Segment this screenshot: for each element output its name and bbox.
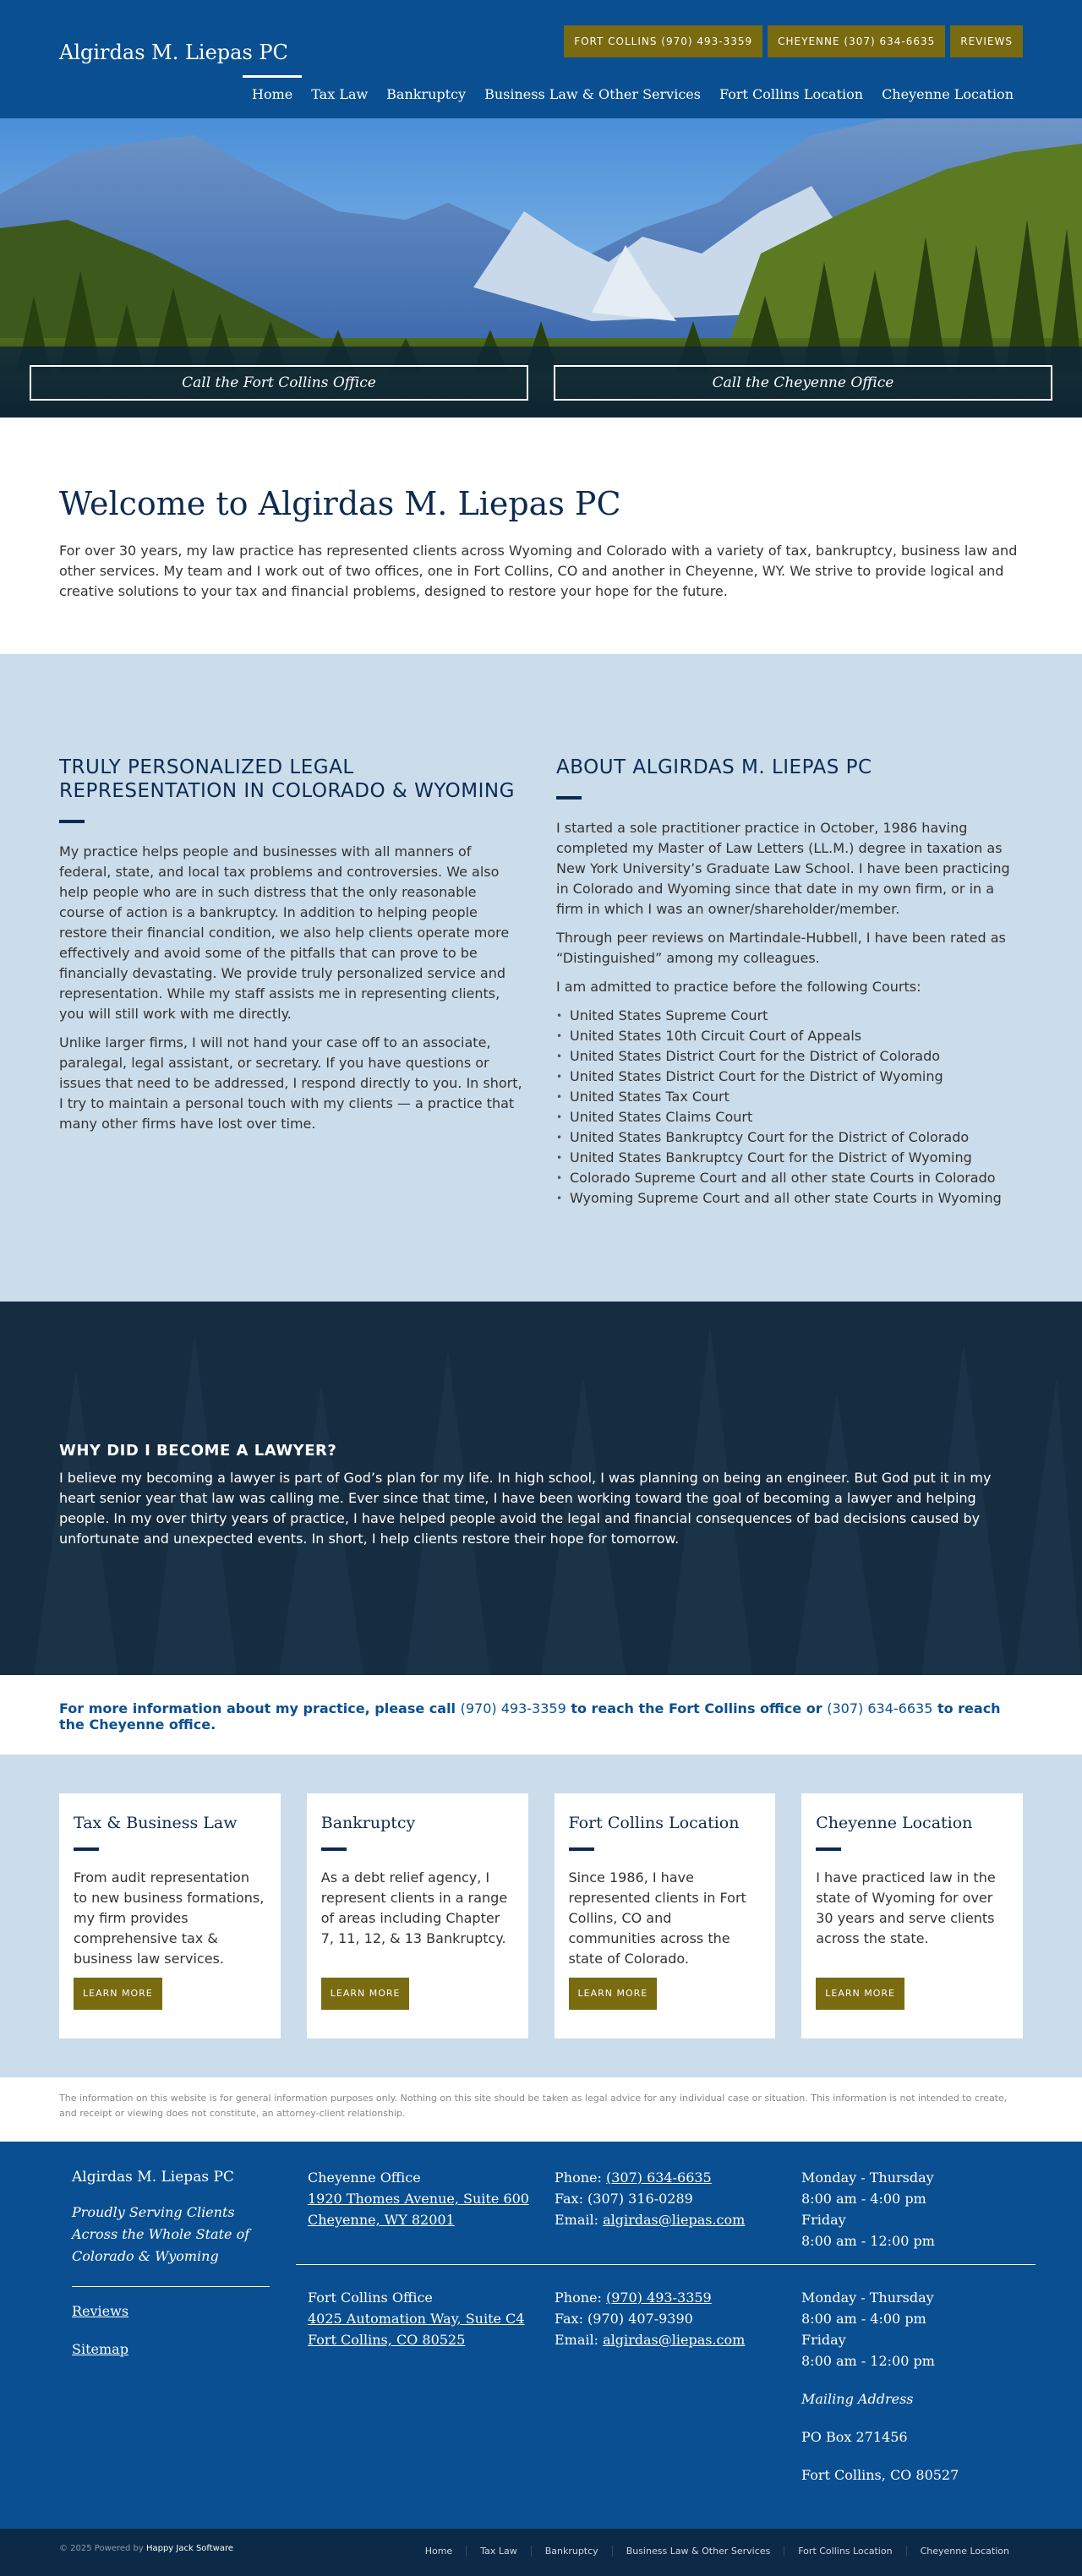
cta-text: For more information about my practice, please call [59,1700,461,1716]
hours-line: Friday [801,2332,846,2348]
representation-title: TRULY PERSONALIZED LEGAL REPRESENTATION IN COLORADO & WYOMING [59,756,515,802]
about-title: ABOUT ALGIRDAS M. LIEPAS PC [556,756,872,778]
footer-brand [72,2167,270,2377]
card-text: I have practiced law in the state of Wyoming for over 30 years and serve clients across the state. [816,1869,996,1946]
fort-collins-hours [801,2287,1038,2486]
office-name: Cheyenne Office [308,2169,421,2186]
top-links [564,25,1023,57]
nav-home[interactable]: Home [243,76,302,112]
list-item: • Wyoming Supreme Court and all other state Courts in Wyoming [556,1188,1023,1209]
title-divider [569,1847,594,1851]
about-text-1: I started a sole practitioner practice in October, 1986 having completed my Master of Law Letters (LL.M.) degree in taxation as New York University’s Graduate Law School. I have been practicing in Colorado and Wyoming since that date in my own firm, or in a firm in which I was an owner/shareholder/member. [556,820,1010,917]
footer-sitemap-link[interactable]: Sitemap [72,2341,128,2357]
phone-line [555,2167,791,2188]
phone-link[interactable]: (970) 493-3359 [605,2289,712,2306]
bottom-nav-fort-collins[interactable]: Fort Collins Location [784,2546,905,2557]
title-divider [59,820,85,823]
welcome-title: Welcome to Algirdas M. Liepas PC [59,485,621,522]
title-divider [74,1847,99,1851]
nav-business-law[interactable]: Business Law & Other Services [484,86,701,102]
address-line[interactable]: Cheyenne, WY 82001 [308,2212,455,2228]
representation-text-1: My practice helps people and businesses with all manners of federal, state, and local tax problems and controversies. We also help people who are in such distress that the only reasonable course of action is a bankruptcy. In addition to helping people restore their financial condition, we also help clients operate more effectively and avoid some of the pitfalls that can prove to be financially devastating. We provide truly personalized service and representation. While my staff assists me in representing clients, you will still work with me directly. [59,843,510,1022]
hours-line: 8:00 am - 4:00 pm [801,2311,926,2327]
card-title: Fort Collins Location [568,1814,740,1832]
card-fort-collins [555,1793,776,2038]
email-link[interactable]: algirdas@liepas.com [603,2212,746,2228]
cta-phone-fort-collins[interactable]: (970) 493-3359 [460,1700,566,1716]
phone-link[interactable]: (307) 634-6635 [605,2169,712,2186]
phone-label: Phone: [555,2289,606,2306]
hours-line: Monday - Thursday [801,2289,934,2306]
list-item: • United States Tax Court [556,1087,1023,1107]
nav-fort-collins[interactable]: Fort Collins Location [719,86,864,102]
email-line [555,2329,791,2350]
cta-phone-cheyenne[interactable]: (307) 634-6635 [827,1700,933,1716]
copyright-text: © 2025 Powered by [59,2544,146,2553]
bottom-bar [0,2529,1082,2576]
email-line [555,2209,791,2230]
footer-divider [296,2264,1036,2265]
learn-more-button[interactable]: LEARN MORE [816,1978,904,2010]
cheyenne-hours [801,2167,1038,2251]
why-content [59,1442,1023,1549]
bottom-nav-tax-law[interactable]: Tax Law [466,2546,531,2557]
hero-banner [0,118,1082,418]
hours-line: Friday [801,2212,846,2228]
list-item: • Colorado Supreme Court and all other state Courts in Colorado [556,1168,1023,1188]
fax-line: Fax: (307) 316-0289 [555,2191,693,2207]
card-text: As a debt relief agency, I represent clients in a range of areas including Chapter 7, 11, 12, & 13 Bankruptcy. [320,1869,508,1946]
bottom-nav-business-law[interactable]: Business Law & Other Services [612,2546,784,2557]
list-item: • United States District Court for the District of Colorado [556,1046,1023,1067]
cheyenne-phone-button[interactable]: CHEYENNE (307) 634-6635 [768,25,945,57]
learn-more-button[interactable]: LEARN MORE [569,1978,658,2010]
email-link[interactable]: algirdas@liepas.com [603,2332,746,2348]
cta-text: to reach the Cheyenne office. [59,1700,1001,1733]
hours-line: 8:00 am - 12:00 pm [801,2233,935,2249]
representation-text-2: Unlike larger firms, I will not hand your case off to an associate, paralegal, legal assistant, or secretary. If you have questions or issues that need to be addressed, I respond directly to you. In short, I try to maintain a personal touch with my clients — a practice that many other firms have lost over time. [59,1034,522,1132]
fort-collins-phone-button[interactable]: FORT COLLINS (970) 493-3359 [564,25,762,57]
office-name: Fort Collins Office [308,2289,433,2306]
list-item: • United States Bankruptcy Court for the District of Colorado [556,1127,1023,1148]
site-logo[interactable]: Algirdas M. Liepas PC [59,41,288,64]
welcome-section [0,418,1082,654]
site-footer [0,2142,1082,2529]
mailing-label: Mailing Address [801,2391,914,2407]
list-item: • United States Bankruptcy Court for the District of Wyoming [556,1148,1023,1168]
bottom-nav [412,2546,1023,2557]
powered-by-link[interactable]: Happy Jack Software [145,2544,234,2553]
address-line[interactable]: 1920 Thomes Avenue, Suite 600 [308,2191,529,2207]
list-item: • United States 10th Circuit Court of Appeals [556,1026,1023,1046]
why-lawyer-section [0,1302,1082,1675]
title-divider [816,1847,841,1851]
about-text-3: I am admitted to practice before the following Courts: [556,979,921,995]
card-title: Cheyenne Location [816,1814,973,1832]
card-text: Since 1986, I have represented clients in Fort Collins, CO and communities across the state of Colorado. [568,1869,746,1967]
bottom-nav-home[interactable]: Home [424,2546,453,2557]
hours-line: Monday - Thursday [801,2169,934,2186]
fort-collins-address [308,2287,544,2350]
card-title: Bankruptcy [320,1814,416,1832]
why-text: I believe my becoming a lawyer is part of God’s plan for my life. In high school, I was planning on being an engineer. But God put it in my heart senior year that law was calling me. Ever since that time, I have been working toward the goal of becoming a lawyer and helping people. In my over thirty years of practice, I have helped people avoid the legal and financial consequences of bad decisions caused by unfortunate and unexpected events. In short, I help clients restore their hope for tomorrow. [59,1470,992,1547]
nav-cheyenne[interactable]: Cheyenne Location [882,86,1014,102]
contact-cta [0,1675,1082,1755]
nav-tax-law[interactable]: Tax Law [311,86,369,102]
card-cheyenne [801,1793,1023,2038]
learn-more-button[interactable]: LEARN MORE [321,1978,410,2010]
card-bankruptcy [307,1793,528,2038]
call-cheyenne-button[interactable]: Call the Cheyenne Office [554,365,1052,401]
card-tax-business [59,1793,281,2038]
hours-line: 8:00 am - 4:00 pm [801,2191,926,2207]
list-item: • United States Supreme Court [556,1006,1023,1026]
copyright [59,2544,233,2553]
call-fort-collins-button[interactable]: Call the Fort Collins Office [30,365,528,401]
service-cards [0,1755,1082,2077]
site-header [0,0,1082,118]
footer-divider [72,2286,270,2287]
fax-line: Fax: (970) 407-9390 [555,2311,693,2327]
nav-bankruptcy[interactable]: Bankruptcy [386,86,467,102]
list-item: • United States Claims Court [556,1107,1023,1127]
footer-tagline: Proudly Serving Clients Across the Whole State of Colorado & Wyoming [72,2204,250,2264]
hero-call-band [0,347,1082,418]
cheyenne-address [308,2167,544,2230]
email-label: Email: [555,2332,604,2348]
bottom-nav-bankruptcy[interactable]: Bankruptcy [531,2546,612,2557]
card-title: Tax & Business Law [74,1814,238,1832]
footer-logo[interactable]: Algirdas M. Liepas PC [72,2169,234,2186]
title-divider [321,1847,347,1851]
fort-collins-contact [555,2287,791,2350]
cta-text: to reach the Fort Collins office or [566,1700,828,1716]
list-item: • United States District Court for the District of Wyoming [556,1067,1023,1087]
phone-label: Phone: [555,2169,606,2186]
email-label: Email: [555,2212,604,2228]
po-box: PO Box 271456 [801,2429,908,2445]
about-text-2: Through peer reviews on Martindale-Hubbell, I have been rated as “Distinguished” among my colleagues. [556,930,1006,966]
po-city: Fort Collins, CO 80527 [801,2467,959,2483]
address-line[interactable]: Fort Collins, CO 80525 [308,2332,466,2348]
reviews-button[interactable]: REVIEWS [950,25,1023,57]
cheyenne-contact [555,2167,791,2230]
card-text: From audit representation to new business formations, my firm provides comprehensive tax & business law services. [74,1869,265,1967]
representation-column [59,756,526,1302]
address-line[interactable]: 4025 Automation Way, Suite C4 [308,2311,525,2327]
hours-line: 8:00 am - 12:00 pm [801,2353,935,2369]
title-divider [556,796,582,800]
about-column [556,756,1023,1302]
learn-more-button[interactable]: LEARN MORE [74,1978,162,2010]
legal-disclaimer: The information on this website is for general information purposes only. Nothing on this site should be taken as legal advice for any individual case or situation. This information is not intended to create, and receipt or viewing does not constitute, an attorney-client relationship. [59,2093,1008,2119]
courts-list [556,1006,1023,1209]
welcome-text: For over 30 years, my law practice has represented clients across Wyoming and Colorado with a variety of tax, bankruptcy, business law and other services. My team and I work out of two offices, one in Fort Collins, CO and another in Cheyenne, WY. We strive to provide logical and creative solutions to your tax and financial problems, designed to restore your hope for the future. [59,543,1018,599]
about-section [0,654,1082,1302]
phone-line [555,2287,791,2308]
bottom-nav-cheyenne[interactable]: Cheyenne Location [906,2546,1023,2557]
main-nav [243,76,1023,112]
footer-reviews-link[interactable]: Reviews [72,2303,129,2319]
why-title: WHY DID I BECOME A LAWYER? [59,1442,337,1460]
